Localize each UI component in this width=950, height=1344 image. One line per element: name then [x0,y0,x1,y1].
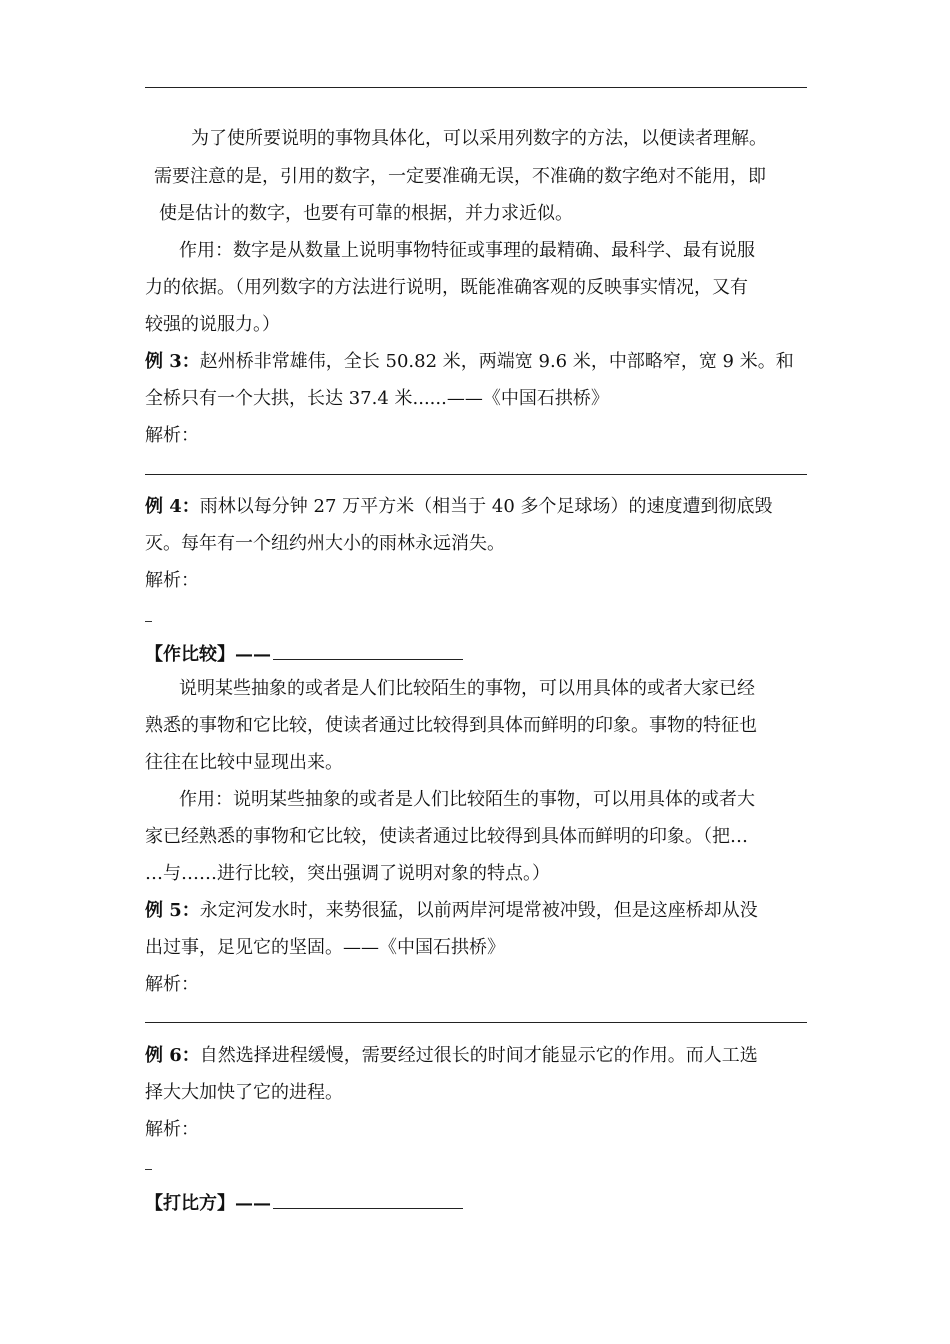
compare-effect-line-3: …与……进行比较，突出强调了说明对象的特点。） [145,863,550,884]
example-3-analysis: 解析： [145,425,199,446]
example-5-analysis: 解析： [145,974,199,995]
intro-line-3: 使是估计的数字，也要有可靠的根据，并力求近似。 [159,203,573,224]
answer-mark-6 [145,1169,152,1170]
effect1-line-2: 力的依据。（用列数字的方法进行说明，既能准确客观的反映事实情况，又有 [145,277,748,298]
example-6-text-2: 择大大加快了它的进程。 [145,1082,343,1103]
compare-heading [145,641,463,663]
example-6-analysis: 解析： [145,1119,199,1140]
answer-rule-5 [145,1022,807,1023]
example-3-text-2: 全桥只有一个大拱，长达 37.4 米......——《中国石拱桥》 [145,388,609,409]
compare-para-line-1: 说明某些抽象的或者是人们比较陌生的事物，可以用具体的或者大家已经 [179,678,755,699]
example-4 [145,496,773,518]
compare-blank [273,641,463,660]
metaphor-heading [145,1190,463,1212]
example-6-label: 例 6： [145,1045,200,1066]
example-4-analysis: 解析： [145,570,199,591]
example-5-label: 例 5： [145,900,200,921]
example-4-text-2: 灭。每年有一个纽约州大小的雨林永远消失。 [145,533,505,554]
example-4-text-1: 雨林以每分钟 27 万平方米（相当于 40 多个足球场）的速度遭到彻底毁 [199,496,773,517]
example-4-label: 例 4： [145,496,200,517]
top-rule [145,87,807,88]
answer-rule-3 [145,474,807,475]
example-5-text-1: 永定河发水时，来势很猛，以前两岸河堤常被冲毁，但是这座桥却从没 [199,900,758,921]
intro-line-2: 需要注意的是，引用的数字，一定要准确无误，不准确的数字绝对不能用，即 [154,166,766,187]
example-3-text-1: 赵州桥非常雄伟，全长 50.82 米，两端宽 9.6 米，中部略窄，宽 9 米。和 [199,351,794,372]
effect1-line-1: 作用：数字是从数量上说明事物特征或事理的最精确、最科学、最有说服 [179,240,755,261]
example-5 [145,900,758,922]
compare-para-line-3: 往往在比较中显现出来。 [145,752,343,773]
compare-heading-text: 【作比较】—— [145,644,271,665]
example-5-text-2: 出过事，足见它的坚固。——《中国石拱桥》 [145,937,505,958]
metaphor-blank [273,1190,463,1209]
example-6 [145,1045,758,1067]
effect1-line-3: 较强的说服力。） [145,314,280,335]
answer-mark-4 [145,621,152,622]
example-6-text-1: 自然选择进程缓慢，需要经过很长的时间才能显示它的作用。而人工选 [199,1045,758,1066]
metaphor-heading-text: 【打比方】—— [145,1193,271,1214]
intro-line-1: 为了使所要说明的事物具体化，可以采用列数字的方法，以便读者理解。 [191,128,767,149]
compare-effect-line-2: 家已经熟悉的事物和它比较，使读者通过比较得到具体而鲜明的印象。（把… [145,826,748,847]
example-3-label: 例 3： [145,351,200,372]
example-3 [145,351,794,373]
document-page [145,0,807,1344]
compare-para-line-2: 熟悉的事物和它比较，使读者通过比较得到具体而鲜明的印象。事物的特征也 [145,715,757,736]
compare-effect-line-1: 作用：说明某些抽象的或者是人们比较陌生的事物，可以用具体的或者大 [179,789,755,810]
